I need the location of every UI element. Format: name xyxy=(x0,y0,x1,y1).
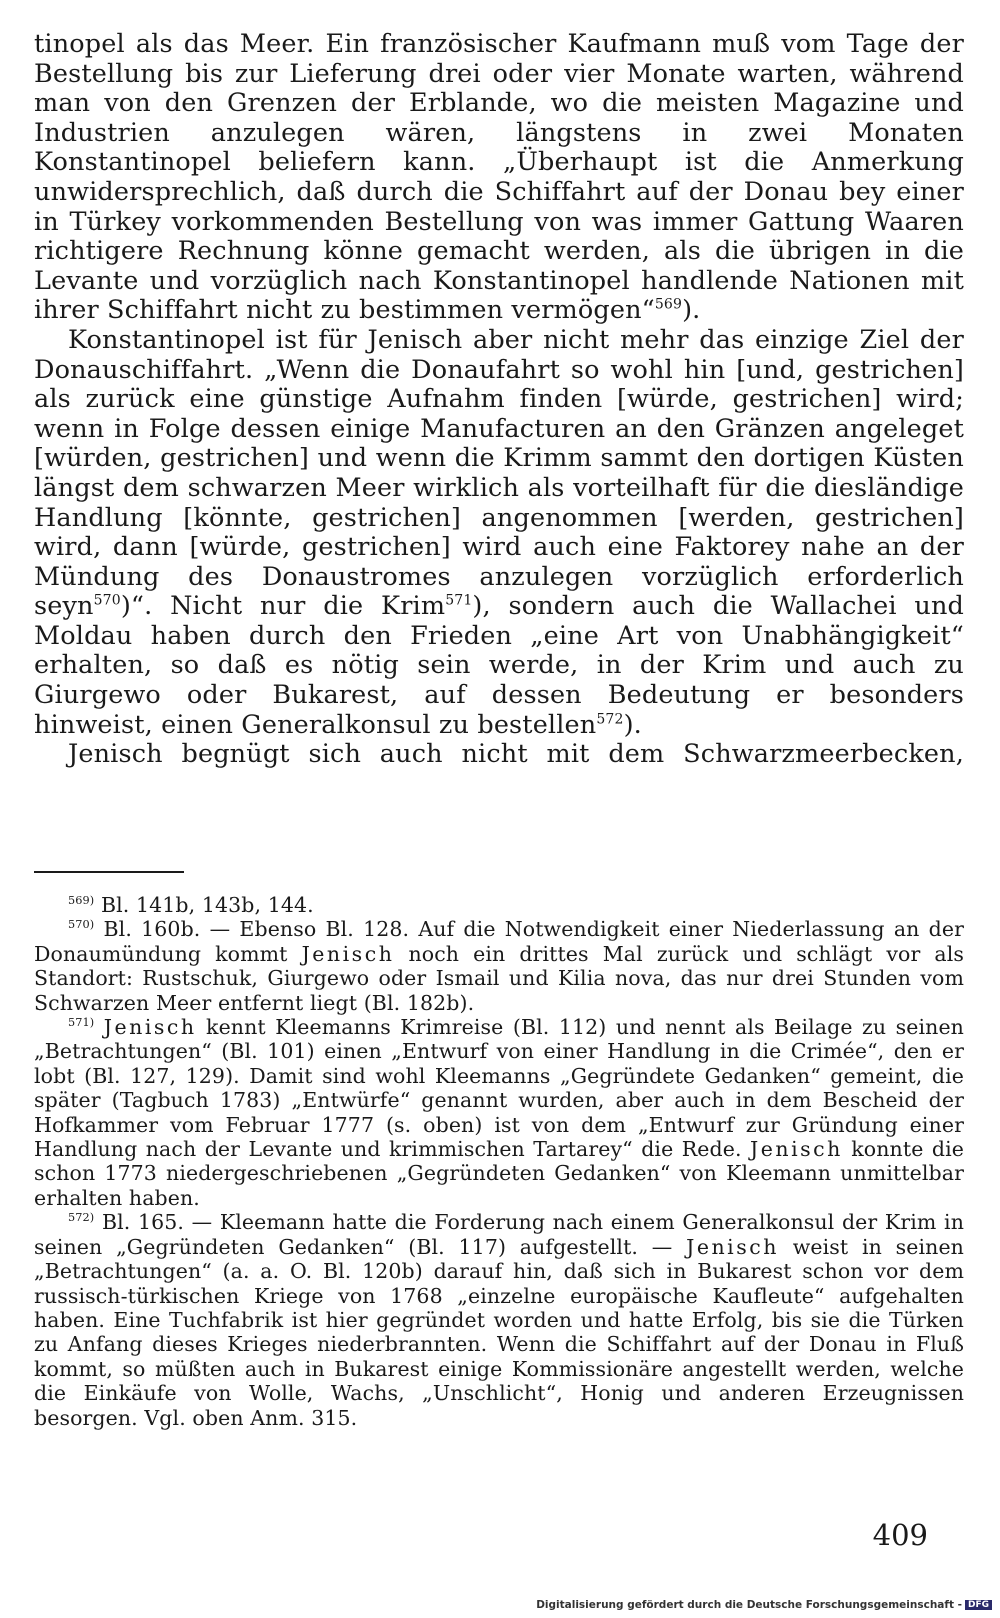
footnote-divider xyxy=(34,871,184,873)
footnote-572: $^{572)}$ Bl. 165. — Kleemann hatte die Forderung nach einem Generalkonsul der Krim in seinen „Gegründeten Gedanken“ (Bl. 117) aufgestellt. — Jenisch weist in seinen „Betrachtungen“ (a. a. O. Bl. 120b) darauf hin, daß sich in Bukarest schon vor dem russisch-türkischen Kriege von 1768 „einzelne europäische Kaufleute“ aufgehalten haben. Eine Tuchfabrik ist hier gegründet worden und hatte Erfolg, bis sie die Türken zu Anfang dieses Krieges niederbrannten. Wenn die Schiffahrt auf der Donau in Fluß kommt, so müßten auch in Bukarest einige Kommissionäre angestellt werden, welche die Einkäufe von Wolle, Wachs, „Unschlicht“, Honig und anderen Erzeugnissen besorgen. Vgl. oben Anm. 315. xyxy=(34,1210,964,1430)
footnote-number: 570) xyxy=(68,918,95,932)
footer-text: Digitalisierung gefördert durch die Deutsche Forschungsgemeinschaft - xyxy=(536,1599,962,1611)
footnote-number: 572) xyxy=(68,1211,95,1225)
footnote-ref-570[interactable]: 570 xyxy=(93,592,121,609)
footnote-ref-569[interactable]: 569 xyxy=(654,296,683,313)
digitization-footer xyxy=(536,1599,992,1611)
dfg-logo: DFG xyxy=(965,1600,992,1610)
paragraph-3: Jenisch begnügt sich auch nicht mit dem Schwarzmeerbecken, xyxy=(68,739,964,770)
footnote-number: 569) xyxy=(68,894,95,908)
paragraph-1: tinopel als das Meer. Ein französischer Kaufmann muß vom Tage der Bestellung bis zur Lieferung drei oder vier Monate warten, während man von den Grenzen der Erblande, wo die meisten Magazine und Industrien anzulegen wären, längstens in zwei Monaten Konstantinopel beliefern kann. „Überhaupt ist die Anmerkung unwidersprechlich, daß durch die Schiffahrt auf der Donau bey einer in Türkey vorkommenden Bestellung von was immer Gattung Waaren richtigere Rechnung könne gemacht werden, als die übrigen in die Levante und vorzüglich nach Konstantinopel handlende Nationen mit ihrer Schiffahrt nicht zu bestimmen vermögen“$^{569}$). xyxy=(34,29,964,326)
footnotes xyxy=(34,893,964,1430)
footnote-ref-571[interactable]: 571 xyxy=(445,592,473,609)
page-number: 409 xyxy=(872,1518,928,1552)
paragraph-2: Konstantinopel ist für Jenisch aber nicht mehr das einzige Ziel der Donauschiffahrt. „Wenn die Donaufahrt so wohl hin [und, gestrichen] als zurück eine günstige Aufnahm finden [würde, gestrichen] wird; wenn in Folge dessen einige Manufacturen an den Gränzen angeleget [würden, gestrichen] und wenn die Krimm sammt den dortigen Küsten längst dem schwarzen Meer wirklich als vorteilhaft für die diesländige Handlung [könnte, gestrichen] angenommen [werden, gestrichen] wird, dann [würde, gestrichen] wird auch eine Faktorey nahe an der Mündung des Donaustromes anzulegen vorzüglich erforderlich seyn$^{570}$)“. Nicht nur die Krim$^{571}$), sondern auch die Wallachei und Moldau haben durch den Frieden „eine Art von Unabhängigkeit“ erhalten, so daß es nötig sein werde, in der Krim und auch zu Giurgewo oder Bukarest, auf dessen Bedeutung er besonders hinweist, einen Generalkonsul zu bestellen$^{572}$). xyxy=(34,324,964,740)
footnote-ref-572[interactable]: 572 xyxy=(596,711,624,728)
footnote-number: 571) xyxy=(68,1016,95,1030)
footnote-569: $^{569)}$ Bl. 141b, 143b, 144. xyxy=(68,893,314,917)
main-text xyxy=(34,30,964,770)
footnote-570: $^{570)}$ Bl. 160b. — Ebenso Bl. 128. Auf die Notwendigkeit einer Niederlassung an der Donaumündung kommt Jenisch noch ein drittes Mal zurück und schlägt vor als Standort: Rustschuk, Giurgewo oder Ismail und Kilia nova, das nur drei Stunden vom Schwarzen Meer entfernt liegt (Bl. 182b). xyxy=(34,917,964,1015)
footnote-571: $^{571)}$ Jenisch kennt Kleemanns Krimreise (Bl. 112) und nennt als Beilage zu seinen „Betrachtungen“ (Bl. 101) einen „Entwurf von einer Handlung in die Crimée“, den er lobt (Bl. 127, 129). Damit sind wohl Kleemanns „Gegründete Gedanken“ gemeint, die später (Tagbuch 1783) „Entwürfe“ genannt wurden, aber auch in dem Bescheid der Hofkammer vom Februar 1777 (s. oben) ist von dem „Entwurf zur Gründung einer Handlung nach der Levante und krimmischen Tartarey“ die Rede. Jenisch konnte die schon 1773 niedergeschriebenen „Gegründeten Gedanken“ von Kleemann unmittelbar erhalten haben. xyxy=(34,1015,964,1210)
